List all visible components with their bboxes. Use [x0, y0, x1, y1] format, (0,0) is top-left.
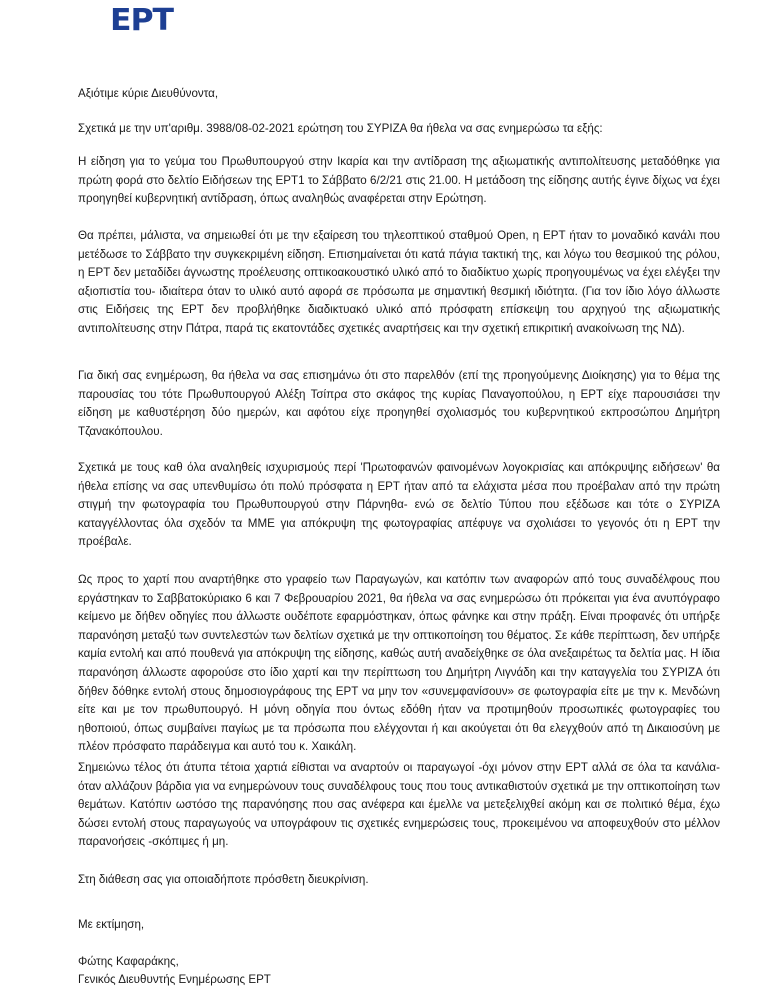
paragraph-6: Σημειώνω τέλος ότι άτυπα τέτοια χαρτιά είθισται να αναρτούν οι παραγωγοί -όχι μόνον στην ΕΡΤ αλλά σε όλα τα κανάλια- όταν αλλάζουν βάρδια για να ενημερώνουν τους συναδέλφους τους που τους αντικαθιστούν σχετικά με την οπτικοποίηση των θεμάτων. Κατόπιν ωστόσο της παρανόησης που σας ανέφερα και έμελλε να μετεξελιχθεί ακόμη και σε πολιτικό θέμα, έχω δώσει εντολή στους παραγωγούς να υπογράφουν τις σχετικές ενημερώσεις τους, προκειμένου να αποφευχθούν στο μέλλον παρανοήσεις -σκόπιμες ή μη. — [78, 761, 720, 849]
paragraph-5: Ως προς το χαρτί που αναρτήθηκε στο γραφείο των Παραγωγών, και κατόπιν των αναφορών από τους συναδέλφους που εργάστηκαν το Σαββατοκύριακο 6 και 7 Φεβρουαρίου 2021, θα ήθελα να σας ενημερώσω ότι πρόκειται για ένα ανυπόγραφο κείμενο με δήθεν οδηγίες που άλλωστε ουδέποτε εφαρμόστηκαν, όπως φάνηκε και στην πράξη. Είναι προφανές ότι υπήρξε παρανόηση μεταξύ των συντελεστών των δελτίων σχετικά με την οπτικοποίηση του θέματος. Σε κάθε περίπτωση, δεν υπήρξε καμία εντολή και από πουθενά για απόκρυψη της είδησης, καθώς αυτή αναδείχθηκε σε όλα ανεξαιρέτως τα δελτία μας. Η ίδια παρανόηση άλλωστε αφορούσε στο ίδιο χαρτί και την περίπτωση του Δημήτρη Λιγνάδη και την καταγγελία του ΣΥΡΙΖΑ ότι δήθεν δόθηκε εντολή στους δημοσιογράφους της ΕΡΤ να μην τον «συνεμφανίσουν» σε φωτογραφία είτε με την κ. Μενδώνη είτε και με τον πρωθυπουργό. Η μόνη οδηγία που όντως εδόθη ήταν να προτιμηθούν προσωπικές φωτογραφίες του ηθοποιού, όπως συμβαίνει παγίως με τα πρόσωπα που ελέγχονται ή και ακούγεται ότι θα ελεγχθούν από τη Δικαιοσύνη με πλέον πρόσφατο παράδειγμα και αυτό του κ. Χαικάλη. — [78, 573, 720, 754]
letter-body — [78, 0, 720, 996]
salutation: Αξιότιμε κύριε Διευθύνοντα, — [78, 87, 219, 100]
paragraph-2: Θα πρέπει, μάλιστα, να σημειωθεί ότι με την εξαίρεση του τηλεοπτικού σταθμού Open, η ΕΡΤ ήταν το μοναδικό κανάλι που μετέδωσε το Σάββατο την συγκεκριμένη είδηση. Επισημαίνεται ότι κατά πάγια τακτική της, και λόγω του θεσμικού της ρόλου, η ΕΡΤ δεν μεταδίδει άγνωστης προέλευσης οπτικοακουστικό υλικό από το διαδίκτυο χωρίς προηγουμένως να έχει ελέγξει την αξιοπιστία του- ιδιαίτερα όταν το υλικό αυτό αφορά σε πρόσωπα με σημαντική θεσμική ιδιότητα. (Για τον ίδιο λόγο άλλωστε στις Ειδήσεις της ΕΡΤ δεν προβλήθηκε διαδικτυακό υλικό από πρόσφατη επίσκεψη του αρχηγού της αξιωματικής αντιπολίτευσης στην Πάτρα, παρά τις εκατοντάδες σχετικές αναρτήσεις και την σχετική επικριτική ανακοίνωση της ΝΔ). — [78, 229, 720, 335]
paragraph-1: Η είδηση για το γεύμα του Πρωθυπουργού στην Ικαρία και την αντίδραση της αξιωματικής αντιπολίτευσης μεταδόθηκε για πρώτη φορά στο δελτίο Ειδήσεων της ΕΡΤ1 το Σάββατο 6/2/21 στις 21.00. Η μετάδοση της είδησης αυτής έγινε δίχως να έχει προηγηθεί κυβερνητική αντίδραση, όπως αναληθώς αναφέρεται στην Ερώτηση. — [78, 155, 720, 206]
paragraph-3: Για δική σας ενημέρωση, θα ήθελα να σας επισημάνω ότι στο παρελθόν (επί της προηγούμενης Διοίκησης) για το θέμα της παρουσίας του τότε Πρωθυπουργού Αλέξη Τσίπρα στο σκάφος της κυρίας Παναγοπούλου, η ΕΡΤ είχε παρουσιάσει την είδηση με καθυστέρηση δύο ημερών, και αφότου είχε προηγηθεί σχολιασμός του κυβερνητικού εκπροσώπου Δημήτρη Τζανακόπουλου. — [78, 369, 720, 438]
signer-title: Γενικός Διευθυντής Ενημέρωσης ΕΡΤ — [78, 973, 271, 986]
ert-logo: ΕΡΤ — [110, 3, 173, 38]
closing: Με εκτίμηση, — [78, 918, 145, 931]
paragraph-4: Σχετικά με τους καθ όλα αναληθείς ισχυρισμούς περί 'Πρωτοφανών φαινομένων λογοκρισίας και απόκρυψης ειδήσεων' θα ήθελα επίσης να σας υπενθυμίσω ότι πολύ πρόσφατα η ΕΡΤ ήταν από τα ελάχιστα μέσα που προέβαλαν από την πρώτη στιγμή την φωτογραφία του Πρωθυπουργού στην Πάρνηθα- ενώ σε δελτίο Τύπου που εξέδωσε και τότε ο ΣΥΡΙΖΑ καταγγέλλοντας όλα σχεδόν τα ΜΜΕ για απόκρυψη της φωτογραφίας απέφυγε να σχολιάσει το γεγονός ότι η ΕΡΤ την προέβαλε. — [78, 461, 720, 549]
subject-line: Σχετικά με την υπ'αριθμ. 3988/08-02-2021 ερώτηση του ΣΥΡΙΖΑ θα ήθελα να σας ενημερώσω τα εξής: — [78, 122, 603, 135]
paragraph-7: Στη διάθεση σας για οποιαδήποτε πρόσθετη διευκρίνιση. — [78, 873, 369, 886]
signer-name: Φώτης Καφαράκης, — [78, 955, 179, 968]
